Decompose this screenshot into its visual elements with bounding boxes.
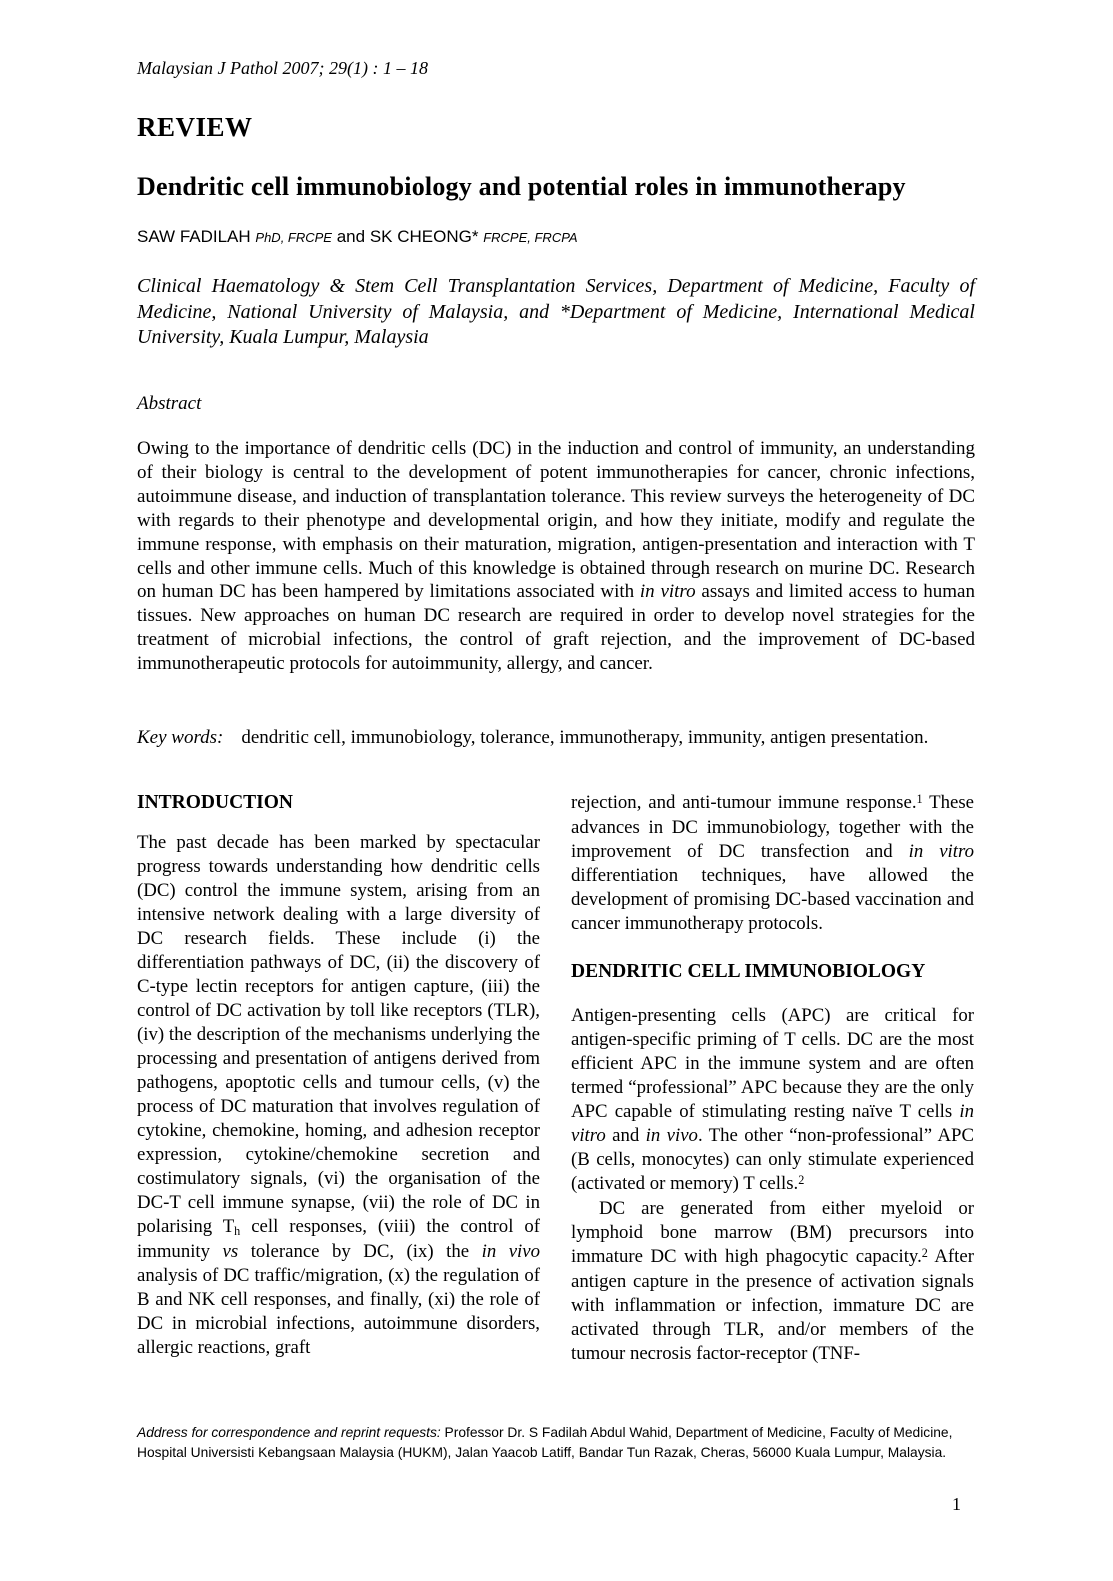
keywords-line (137, 726, 975, 750)
affiliation: Clinical Haematology & Stem Cell Transplantation Services, Department of Medicine, Faculty of Medicine, National University of Malaysia, and *Department of Medicine, International Medical University, Kuala Lumpur, Malaysia (137, 275, 975, 348)
author2-credentials: FRCPE, FRCPA (483, 230, 578, 245)
author2-name: SK CHEONG* (369, 227, 479, 246)
byline (137, 227, 578, 247)
introduction-paragraph: The past decade has been marked by spectacular progress towards understanding how dendritic cells (DC) control the immune system, arising from an intensive network dealing with a large diversity of DC research fields. These include (i) the differentiation pathways of DC, (ii) the discovery of C-type lectin receptors for antigen capture, (iii) the control of DC activation by toll like receptors (TLR), (iv) the description of the mechanisms underlying the processing and presentation of antigens derived from pathogens, apoptotic cells and tumour cells, (v) the process of DC maturation that involves regulation of cytokine, chemokine, homing, and adhesion receptor expression, cytokine/chemokine secretion and costimulatory signals, (vi) the organisation of the DC-T cell immune synapse, (vii) the role of DC in polarising Th cell responses, (viii) the control of immunity vs tolerance by DC, (ix) the in vivo analysis of DC traffic/migration, (x) the regulation of B and NK cell responses, and finally, (xi) the role of DC in microbial infections, autoimmune disorders, allergic reactions, graft (137, 832, 540, 1358)
keywords-label: Key words: (137, 727, 224, 748)
right-paragraph-3: DC are generated from either myeloid or lymphoid bone marrow (BM) precursors into immature DC with high phagocytic capacity.$^2$ After antigen capture in the presence of activation signals with inflammation or infection, immature DC are activated through TLR, and/or members of the tumour necrosis factor-receptor (TNF- (571, 1198, 974, 1364)
keywords-text: dendritic cell, immunobiology, tolerance, immunotherapy, immunity, antigen presentation. (241, 727, 929, 748)
right-paragraph-2: Antigen-presenting cells (APC) are critical for antigen-specific priming of T cells. DC are the most efficient APC in the immune system and are often termed “professional” APC because they are the only APC capable of stimulating resting naïve T cells in vitro and in vivo. The other “non-professional” APC (B cells, monocytes) can only stimulate experienced (activated or memory) T cells.$^2$ (571, 1005, 974, 1194)
author1-name: SAW FADILAH (137, 227, 251, 246)
right-paragraph-1: rejection, and anti-tumour immune response.$^1$ These advances in DC immunobiology, together with the improvement of DC transfection and in vitro differentiation techniques, have allowed the development of promising DC-based vaccination and cancer immunotherapy protocols. (571, 791, 974, 934)
abstract-heading: Abstract (137, 393, 202, 414)
left-column (137, 791, 540, 1366)
right-column (571, 791, 974, 1366)
correspondence-note: Address for correspondence and reprint requests: Professor Dr. S Fadilah Abdul Wahid, Department of Medicine, Faculty of Medicine, Hospital Universisti Kebangsaan Malaysia (HUKM), Jalan Yaacob Latiff, Bandar Tun Razak, Cheras, 56000 Kuala Lumpur, Malaysia. (137, 1425, 953, 1460)
abstract-text: Owing to the importance of dendritic cells (DC) in the induction and control of immunity, an understanding of their biology is central to the development of potent immunotherapies for cancer, chronic infections, autoimmune disease, and induction of transplantation tolerance. This review surveys the heterogeneity of DC with regards to their phenotype and developmental origin, and how they initiate, modify and regulate the immune response, with emphasis on their maturation, migration, antigen-presentation and interaction with T cells and other immune cells. Much of this knowledge is obtained through research on murine DC. Research on human DC has been hampered by limitations associated with in vitro assays and limited access to human tissues. New approaches on human DC research are required in order to develop novel strategies for the treatment of microbial infections, the control of graft rejection, and the improvement of DC-based immunotherapeutic protocols for autoimmunity, allergy, and cancer. (137, 438, 975, 675)
two-column-body (137, 791, 975, 1366)
heading-dendritic-cell-immunobiology: DENDRITIC CELL IMMUNOBIOLOGY (571, 961, 926, 982)
author1-credentials: PhD, FRCPE (255, 230, 332, 245)
byline-conjunction: and (336, 227, 366, 246)
page-number: 1 (952, 1494, 961, 1514)
article-title: Dendritic cell immunobiology and potential roles in immunotherapy (137, 172, 906, 201)
section-label-review: REVIEW (137, 112, 253, 142)
heading-introduction: INTRODUCTION (137, 792, 294, 813)
journal-header: Malaysian J Pathol 2007; 29(1) : 1 – 18 (137, 58, 428, 78)
